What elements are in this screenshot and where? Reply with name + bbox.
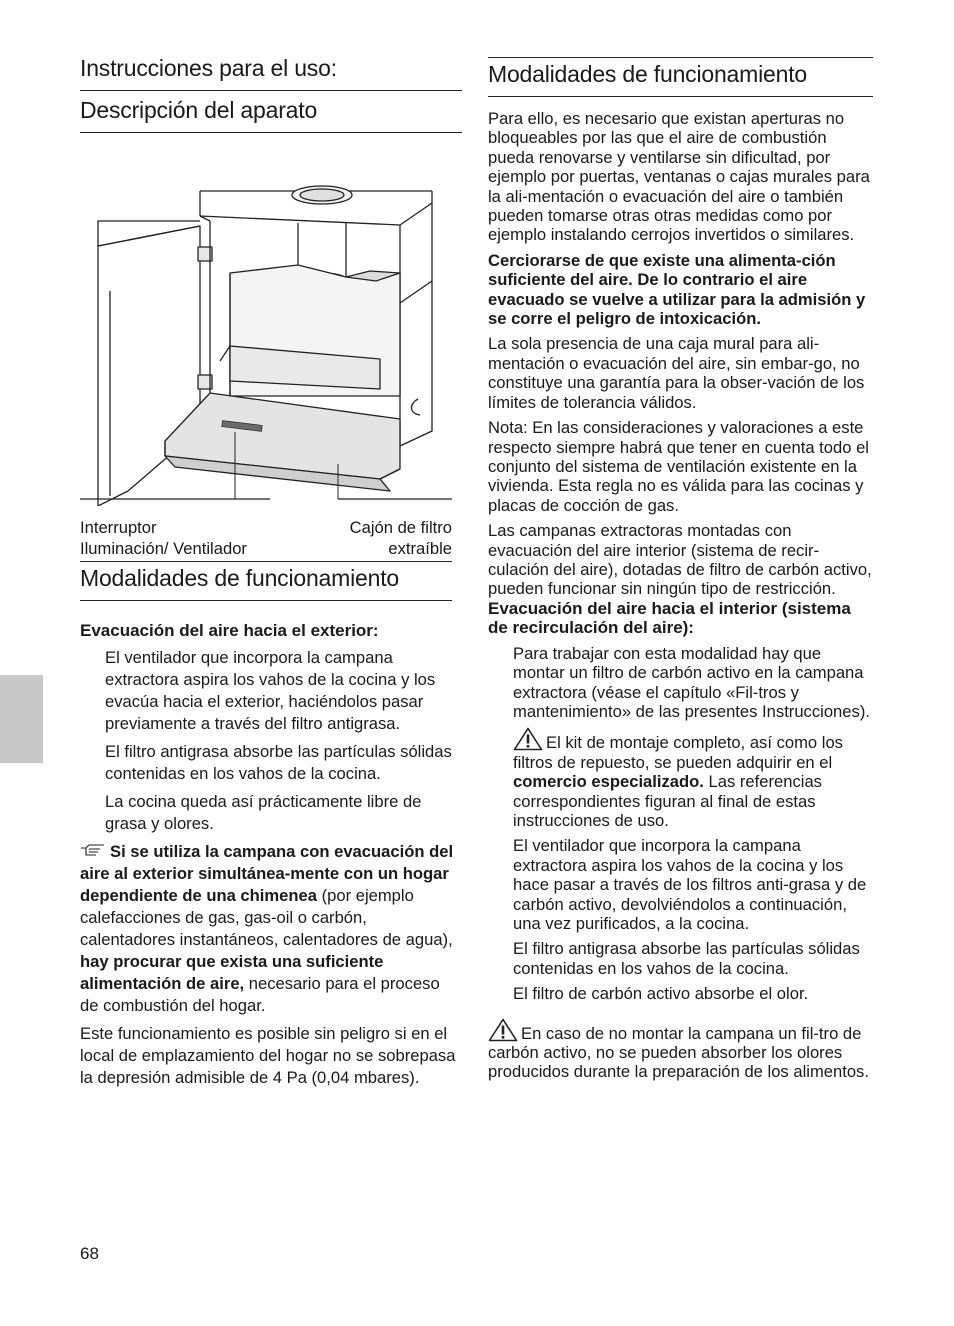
- pointing-hand-icon: [80, 843, 106, 857]
- paragraph-kit: [513, 727, 873, 830]
- caption-switch-line1: Interruptor: [80, 518, 157, 537]
- paragraph-grease-filter: El filtro antigrasa absorbe las partículas sólidas contenidas en los vahos de la cocina.: [513, 939, 860, 978]
- kit-text-2: Las referencias correspondientes figuran al final de estas instrucciones de uso.: [513, 772, 822, 830]
- paragraph-nota: Nota: En las consideraciones y valoraciones a este respecto siempre habrá que tener en cuenta todo el conjunto del sistema de ventilación existente en la vivienda. Esta regla no es válida para las cocinas y placas de cocción de gas.: [488, 418, 869, 515]
- paragraph-no-filter-warning: [488, 1018, 873, 1082]
- paragraph-warning-bold: Cerciorarse de que existe una alimenta-ción suficiente del aire. De lo contrario el aire evacuado se vuelve a utilizar para la admisión y se corre el peligro de intoxicación.: [488, 250, 866, 329]
- paragraph-carbon-filter: Para trabajar con esta modalidad hay que montar un filtro de carbón activo en la campana extractora (véase el capítulo «Fil-tros y mantenimiento» de las presentes Instrucciones).: [513, 643, 870, 721]
- paragraph-recirculation-hoods: Las campanas extractoras montadas con evacuación del aire interior (sistema de recir-culación del aire), dotadas de filtro de carbón activo, pueden funcionar sin ningún tipo de restricción.: [488, 521, 872, 599]
- paragraph-wall-box: La sola presencia de una caja mural para ali-mentación o evacuación del aire, sin embar-go, no constituye una garantía para la obser-vación de los límites de tolerancia válidos.: [488, 334, 865, 412]
- left-column: [80, 52, 462, 1089]
- paragraph-exhaust-2: El filtro antigrasa absorbe las partículas sólidas contenidas en los vahos de la cocina.: [105, 741, 452, 783]
- warning-triangle-icon: [513, 727, 543, 751]
- right-column: [488, 57, 873, 1082]
- paragraph-fan-recirculation: El ventilador que incorpora la campana extractora aspira los vahos de la cocina y los hace pasar a través de los filtros anti-grasa y de carbón activo, devolviéndolos a continuación, una vez purificados, a la cocina.: [513, 836, 867, 934]
- note-paragraph: [80, 841, 462, 1017]
- paragraph-exhaust-3: La cocina queda así prácticamente libre de grasa y olores.: [105, 791, 422, 833]
- hood-drawing: [80, 161, 452, 506]
- paragraph-openings: Para ello, es necesario que existan aperturas no bloqueables por las que el aire de combustión pueda renovarse y ventilarse sin dificultad, por ejemplo por puertas, ventanas o cajas murales para la ali-mentación o evacuación del aire o también pueden tomarse otras otras medidas como por ejemplo instalando cerrojos invertidos o similares.: [488, 109, 870, 245]
- kit-text-1: El kit de montaje completo, así como los filtros de repuesto, se pueden adquirir en el: [513, 733, 843, 772]
- note-text-1: (por ejemplo calefacciones de gas, gas-oil o carbón, calentadores instantáneos, calentadores de agua),: [80, 885, 453, 949]
- subheading-exhaust: Evacuación del aire hacia el exterior:: [80, 621, 379, 640]
- caption-filter-line2: extraíble: [388, 539, 452, 558]
- chapter-tab: [0, 675, 43, 763]
- note-text-2: necesario para el proceso de combustión del hogar.: [80, 973, 440, 1015]
- warning-triangle-icon: [488, 1018, 518, 1042]
- kit-bold: comercio especializado.: [513, 772, 704, 792]
- caption-switch: [80, 517, 247, 559]
- note-bold-2: hay procurar que exista una suficiente alimentación de aire,: [80, 951, 384, 993]
- caption-filter-line1: Cajón de filtro: [349, 518, 452, 537]
- caption-switch-line2: Iluminación/ Ventilador: [80, 539, 247, 558]
- section-title-description: Descripción del aparato: [80, 91, 462, 133]
- paragraph-depression: Este funcionamiento es posible sin peligro si en el local de emplazamiento del hogar no se sobrepasa la depresión admisible de 4 Pa (0,04 mbares).: [80, 1023, 456, 1087]
- section-title-modes-right: Modalidades de funcionamiento: [488, 57, 873, 97]
- appliance-illustration: [80, 161, 452, 558]
- section-title-modes: Modalidades de funcionamiento: [80, 561, 452, 601]
- caption-filter-drawer: [350, 517, 452, 559]
- page-number: 68: [80, 1244, 99, 1263]
- note-bold-1: Si se utiliza la campana con evacuación del aire al exterior simultánea-mente con un hogar dependiente de una chimenea: [80, 841, 454, 905]
- page-title-instructions: Instrucciones para el uso:: [80, 52, 462, 91]
- paragraph-carbon-odor: El filtro de carbón activo absorbe el olor.: [513, 984, 809, 1004]
- subheading-recirculation: Evacuación del aire hacia el interior (sistema de recirculación del aire):: [488, 598, 851, 638]
- no-filter-text: En caso de no montar la campana un fil-tro de carbón activo, no se pueden absorber los olores producidos durante la preparación de los alimentos.: [488, 1023, 869, 1082]
- paragraph-exhaust-1: El ventilador que incorpora la campana extractora aspira los vahos de la cocina y los evacúa hacia el exterior, haciéndolos pasar previamente a través del filtro antigrasa.: [105, 647, 436, 733]
